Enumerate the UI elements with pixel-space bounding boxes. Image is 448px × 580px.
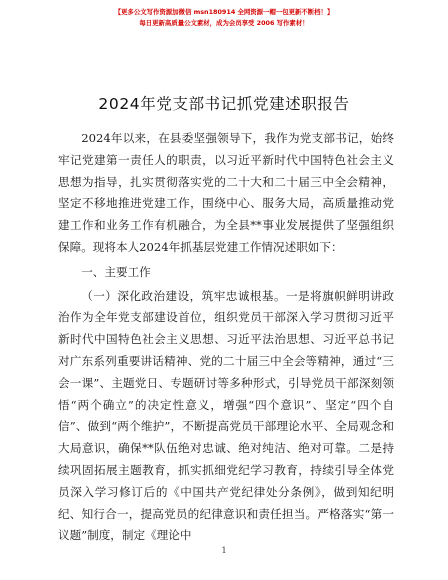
promo-banner: [0, 7, 448, 29]
document-title: 2024年党支部书记抓党建述职报告: [98, 95, 350, 113]
section-paragraph: （一）深化政治建设，筑牢忠诚根基。一是将旗帜鲜明讲政治作为全年党支部建设首位，组织党员干部深入学习贯彻习近平新时代中国特色社会主义思想、习近平法治思想、习近平总书记对广东系列重要讲话精神、党的二十届三中全会等精神，通过“三会一课”、主题党日、专题研讨等多种形式，引导党员干部深刻领悟“两个确立”的决定性意义，增强“四个意识”、坚定“四个自信”、做到“两个维护”，不断提高党员干部理论水平、全局观念和大局意识，确保**队伍绝对忠诚、绝对纯洁、绝对可靠。二是持续巩固拓展主题教育，抓实抓细党纪学习教育，持续引导全体党员深入学习修订后的《中国共产党纪律处分条例》，做到知纪明纪、知行合一，提高党员的纪律意识和责任担当。严格落实“第一议题”制度，制定《理论中: [58, 288, 394, 543]
document-body: [58, 128, 394, 547]
section-heading: 一、主要工作: [81, 264, 151, 279]
promo-banner-line-2: 每日更新高质量公文素材，成为会员享受 2006 写作素材！: [139, 19, 309, 27]
page-number: 1: [221, 546, 227, 555]
intro-paragraph: 2024年以来，在县委坚强领导下，我作为党支部书记，始终牢记党建第一责任人的职责，以习近平新时代中国特色社会主义思想为指导，扎实贯彻落实党的二十大和二十届三中全会精神，坚定不移地推进党建工作，围绕中心、服务大局，高质量推动党建工作和业务工作有机融合，为全县**事业发展提供了坚强组织保障。现将本人2024年抓基层党建工作情况述职如下：: [58, 131, 394, 254]
promo-banner-line-1: 【更多公文写作资源加微信 msn180914 全网资源一帽一包更新不断档！】: [114, 8, 334, 16]
